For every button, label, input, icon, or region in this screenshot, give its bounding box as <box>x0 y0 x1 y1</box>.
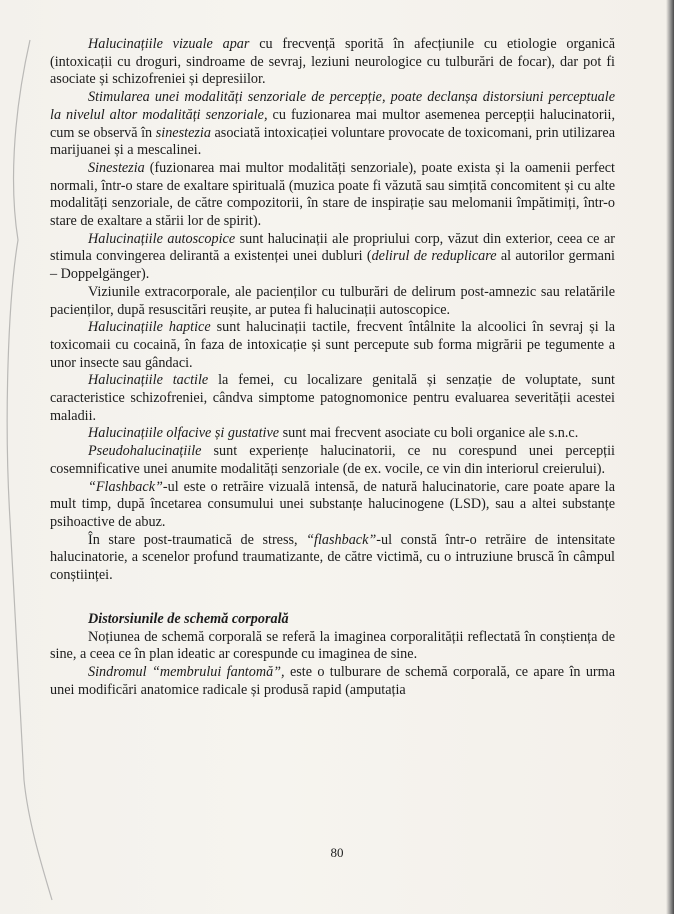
italic-run: Sinestezia <box>88 159 145 176</box>
italic-run: “Flashback” <box>88 478 163 495</box>
paragraph <box>50 443 615 478</box>
paragraph <box>50 284 615 319</box>
text-run: Viziunile extracorporale, ale pacienților cu tulburări de delirum post-amnezic sau relatările pacienților, după resuscitări reușite, ar putea fi halucinații autoscopice. <box>50 283 615 318</box>
section-paragraph-list <box>50 629 615 700</box>
text-run: sunt halucinații tactile, frecvent întâlnite la alcoolici în sevraj și la toxicomaii cu cocaină, în faza de intoxicație și sunt percepute sub forma migrării pe tegumente a unor insecte sau gândaci. <box>50 319 615 371</box>
text-run: asociată intoxicației voluntare provocate de toxicomani, prin utilizarea marijuanei și a mescalinei. <box>50 124 616 159</box>
text-run: sunt mai frecvent asociate cu boli organice ale s.n.c. <box>279 425 579 442</box>
italic-run: Halucinațiile vizuale apar <box>88 36 250 52</box>
text-run: -ul constă într-o retrăire de intensitate halucinatorie, a scenelor profund traumatizante, de către victimă, cu o intruziune bruscă în câmpul conștiinței. <box>50 531 616 584</box>
text-run: este o tulburare de schemă corporală, ce apare în urma unei modificări anatomice radicale și produsă rapid (amputația <box>50 663 615 698</box>
text-run: În stare post-traumatică de stress, <box>88 531 307 548</box>
paragraph <box>50 664 615 699</box>
text-run: -ul este o retrăire vizuală intensă, de natură halucinatorie, care poate apare la mult timp, după încetarea consumului unei substanțe halucinogene (LSD), sau a altei substanțe psihoactive de abuz. <box>50 478 615 530</box>
text-run: sunt experiențe halucinatorii, ce nu corespund unei percepții cosemnificative unei anumite modalități senzoriale (de ex. vocile, ce vin din interiorul creierului). <box>50 443 615 477</box>
italic-run: Pseudohalucinațiile <box>88 443 202 460</box>
italic-run: “flashback” <box>306 531 377 548</box>
italic-run: Stimularea unei modalități senzoriale de percepție, poate declanșa distorsiuni perceptuale la nivelul altor modalități senzoriale, <box>50 89 615 123</box>
paragraph <box>50 532 615 585</box>
paragraph <box>50 479 615 532</box>
paragraph <box>50 231 615 284</box>
italic-run: delirul de reduplicare <box>371 248 497 265</box>
paragraph-list <box>50 36 615 585</box>
page-number: 80 <box>330 845 344 860</box>
paragraph <box>50 160 615 231</box>
text-body <box>50 36 615 699</box>
section-heading: Distorsiunile de schemă corporală <box>88 610 289 627</box>
italic-run: sinestezia <box>155 124 211 141</box>
paragraph <box>50 36 615 89</box>
page-edge-shadow <box>666 0 674 914</box>
text-run: sunt halucinații ale propriului corp, văzut din exterior, ceea ce ar stimula convingerea delirantă a existenței unei dubluri ( <box>50 230 615 265</box>
italic-run: Halucinațiile autoscopice <box>88 230 236 247</box>
italic-run: Halucinațiile olfacive și gustative <box>88 425 280 442</box>
text-run: Noțiunea de schemă corporală se referă la imaginea corporalității reflectată în conștiența de sine, a ceea ce în plan ideatic ar corespunde cu imaginea de sine. <box>50 628 615 663</box>
paragraph <box>50 89 615 160</box>
text-run: (fuzionarea mai multor modalități senzoriale), poate exista și la oamenii perfect normali, într-o stare de exaltare spirituală (muzica poate fi văzută sau simțită concomitent și cu alte modalități senzoriale, de către compozitorii, în stare de inspirație sau melomanii împătimiți, într-o stare de exaltare a stării lor de spirit). <box>50 159 615 230</box>
text-run: al autorilor germani – Doppelgänger). <box>50 248 615 283</box>
paragraph <box>50 629 615 664</box>
italic-run: Halucinațiile haptice <box>88 319 211 336</box>
paragraph <box>50 425 615 443</box>
text-run: la femei, cu localizare genitală și senzație de voluptate, sunt caracteristice schizofreniei, cândva simptome patognomonice pentru evaluarea severității acestei maladii. <box>50 372 615 424</box>
italic-run: Halucinațiile tactile <box>88 372 209 389</box>
paragraph <box>50 372 615 425</box>
text-run: cu frecvență sporită în afecțiunile cu etiologie organică (intoxicații cu droguri, sindroame de sevraj, leziuni neurologice cu tulburări de focar), dar pot fi asociate și schizofreniei și depresiilor. <box>50 36 616 88</box>
paragraph <box>50 319 615 372</box>
italic-run: Sindromul “membrului fantomă”, <box>88 663 285 680</box>
text-run: cu fuzionarea mai multor asemenea percepții halucinatorii, cum se observă în <box>50 106 616 141</box>
